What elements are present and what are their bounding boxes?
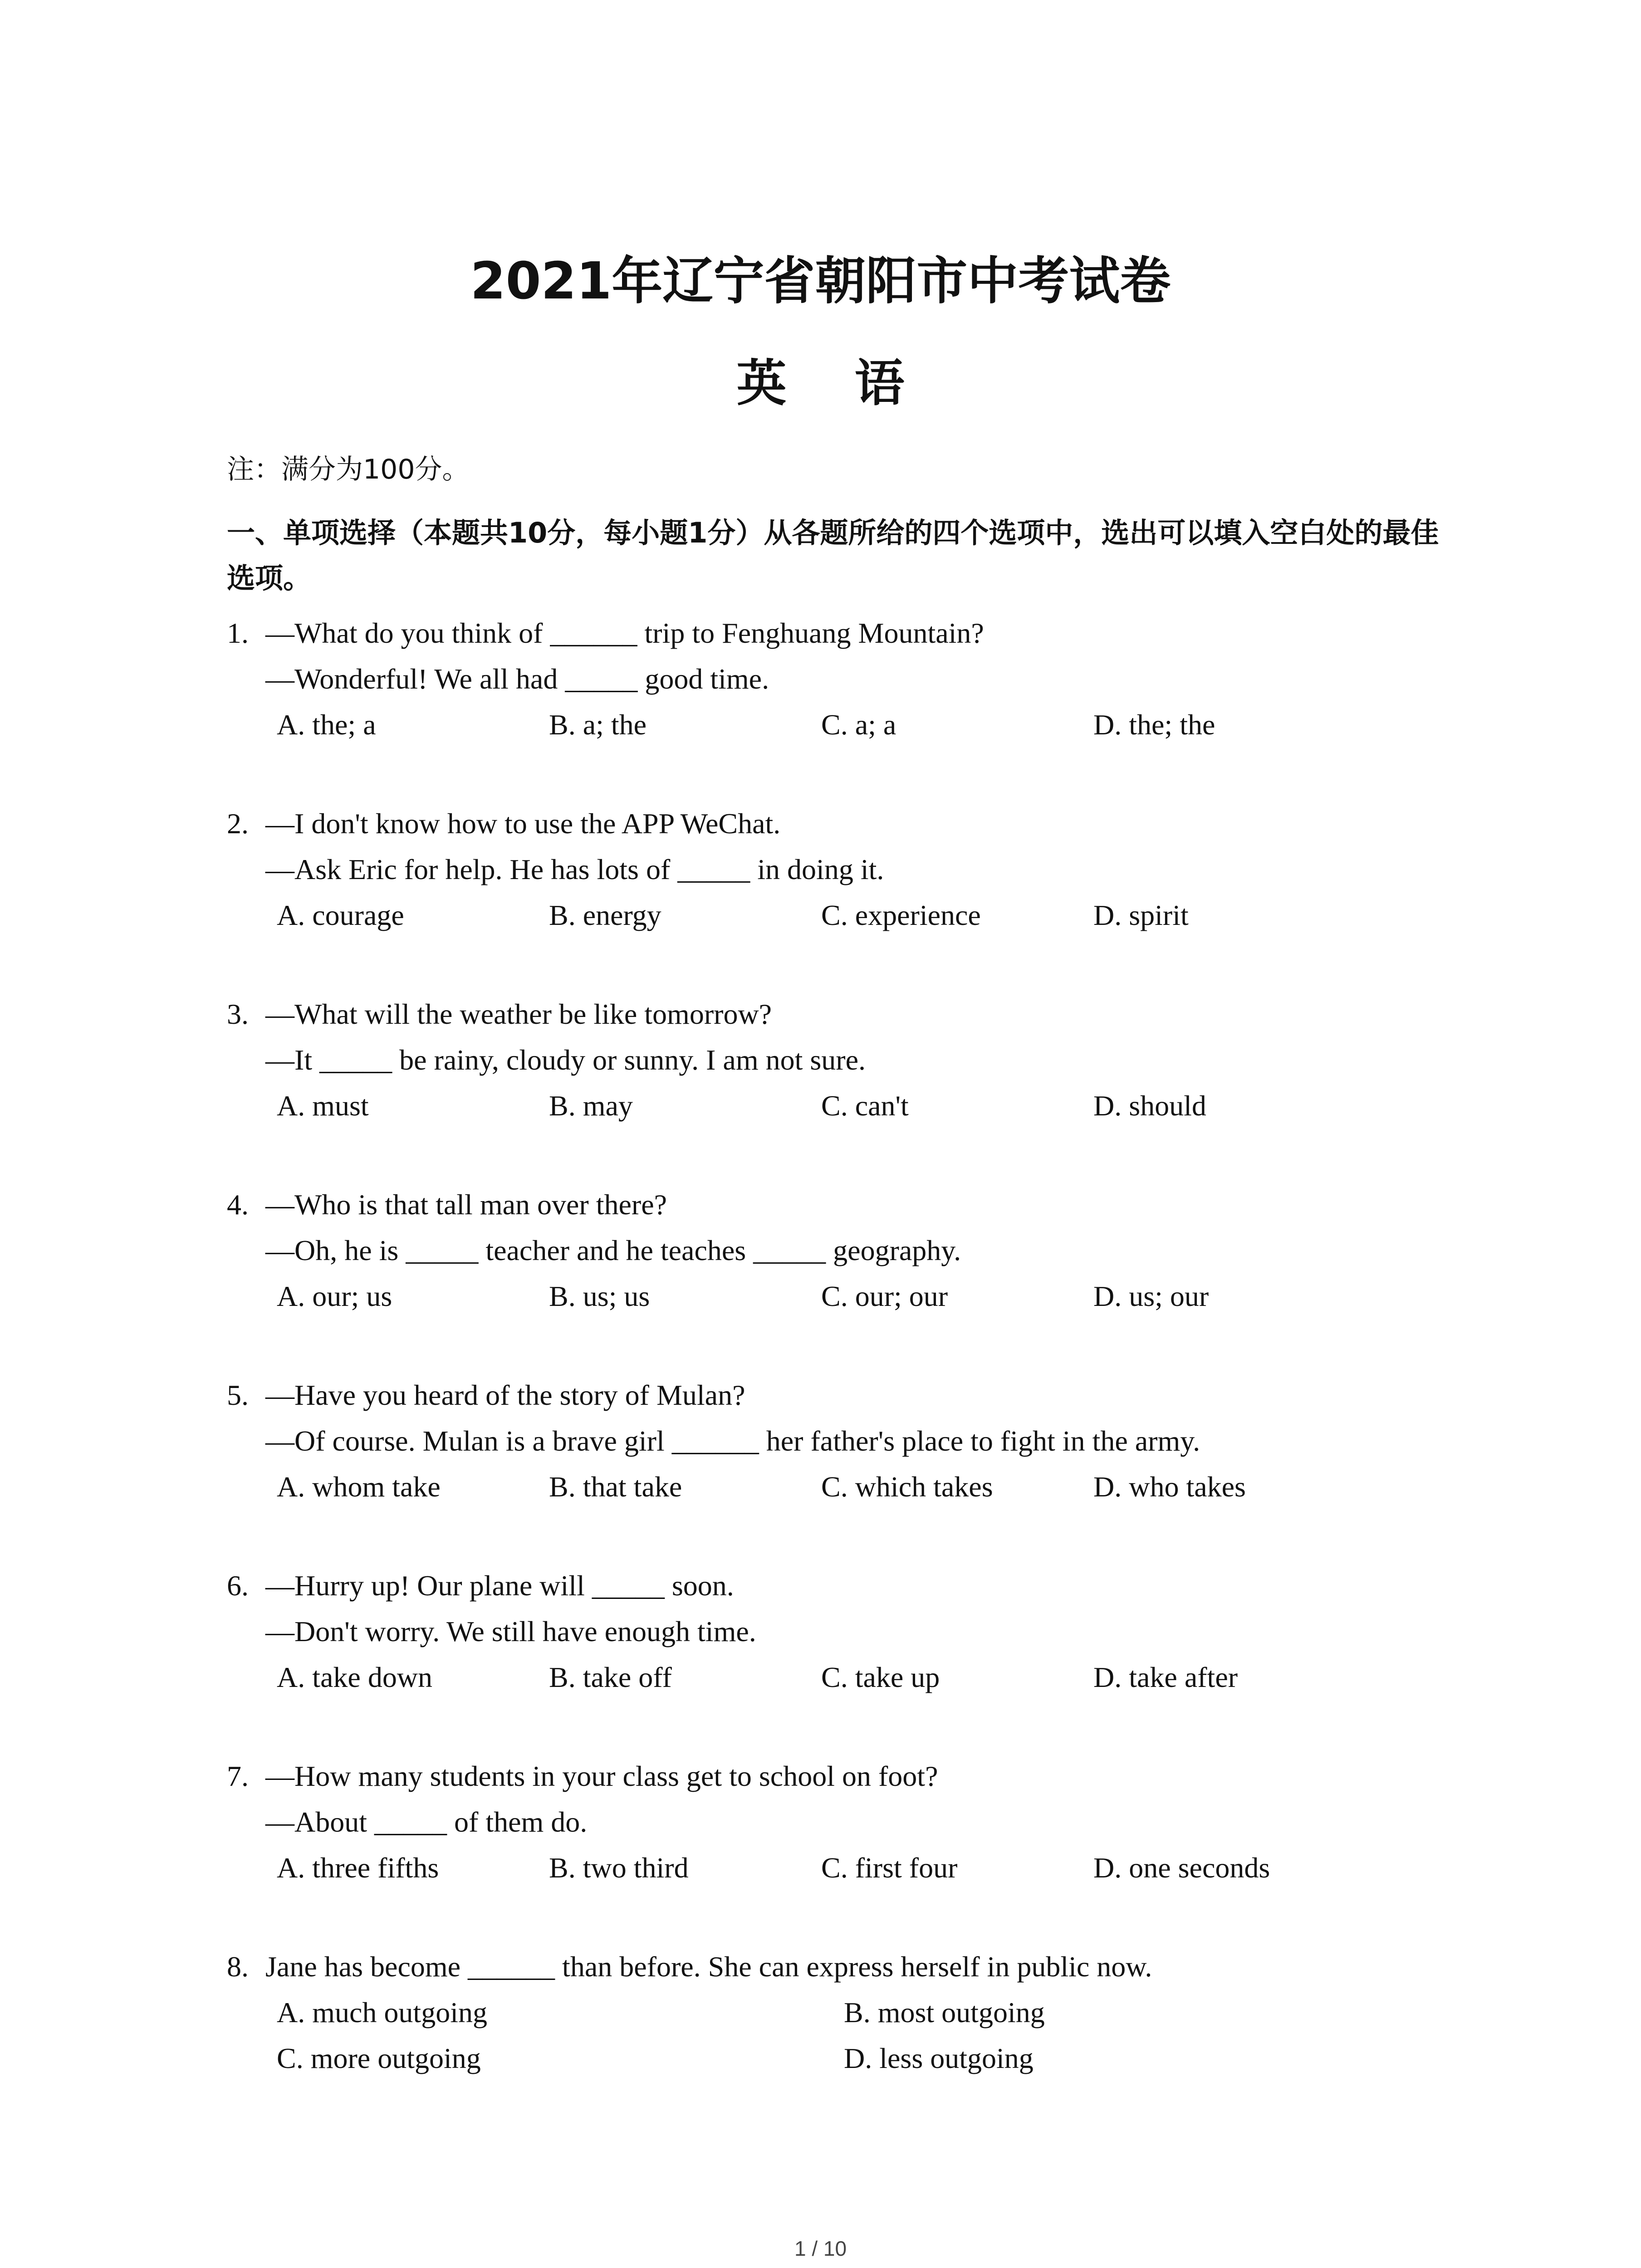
option-a: A. our; us [277, 1280, 392, 1312]
question-line: —Don't worry. We still have enough time. [265, 1615, 756, 1647]
option-b: B. take off [549, 1661, 672, 1693]
option-b: B. that take [549, 1471, 682, 1503]
option-c: C. more outgoing [277, 2042, 481, 2074]
option-a: A. whom take [277, 1471, 441, 1503]
question-number: 8. [227, 1950, 249, 1983]
option-d: D. take after [1093, 1661, 1238, 1693]
option-d: D. less outgoing [844, 2042, 1034, 2074]
option-b: B. most outgoing [844, 1996, 1045, 2028]
question-number: 3. [227, 998, 249, 1030]
option-b: B. energy [549, 899, 661, 931]
option-c: C. our; our [821, 1280, 948, 1312]
question-2 [227, 801, 1452, 991]
options-row [227, 1464, 1452, 1510]
question-line: —What do you think of ______ trip to Fenghuang Mountain? [265, 617, 984, 649]
question-6 [227, 1563, 1452, 1753]
option-b: B. may [549, 1090, 633, 1122]
option-d: D. should [1093, 1090, 1206, 1122]
option-d: D. who takes [1093, 1471, 1246, 1503]
option-a: A. three fifths [277, 1852, 439, 1884]
exam-title: 2021年辽宁省朝阳市中考试卷 [470, 252, 1171, 311]
question-4 [227, 1182, 1452, 1372]
question-line: —Hurry up! Our plane will _____ soon. [265, 1569, 734, 1602]
option-c: C. take up [821, 1661, 940, 1693]
question-line: —I don't know how to use the APP WeChat. [265, 807, 781, 840]
option-a: A. must [277, 1090, 369, 1122]
option-c: C. can't [821, 1090, 909, 1122]
question-line: —Of course. Mulan is a brave girl ______ her father's place to fight in the army. [265, 1425, 1200, 1457]
option-a: A. much outgoing [277, 1996, 487, 2028]
question-5 [227, 1372, 1452, 1563]
option-d: D. one seconds [1093, 1852, 1270, 1884]
option-a: A. courage [277, 899, 404, 931]
section-heading: 一、单项选择（本题共10分，每小题1分）从各题所给的四个选项中，选出可以填入空白处的最佳选项。 [227, 516, 1439, 595]
option-a: A. the; a [277, 709, 376, 741]
option-b: B. two third [549, 1852, 689, 1884]
options-row [227, 1273, 1452, 1319]
options-row [227, 1083, 1452, 1129]
option-d: D. spirit [1093, 899, 1189, 931]
option-b: B. us; us [549, 1280, 650, 1312]
question-number: 5. [227, 1379, 249, 1411]
question-line: —What will the weather be like tomorrow? [265, 998, 772, 1030]
option-b: B. a; the [549, 709, 647, 741]
question-line: —Oh, he is _____ teacher and he teaches _____ geography. [265, 1234, 961, 1266]
question-line: —About _____ of them do. [265, 1806, 588, 1838]
question-line: Jane has become ______ than before. She can express herself in public now. [265, 1950, 1152, 1983]
question-line: —Have you heard of the story of Mulan? [265, 1379, 745, 1411]
question-line: —Ask Eric for help. He has lots of _____ in doing it. [265, 853, 884, 885]
question-8 [227, 1944, 1452, 2089]
options-row [227, 1845, 1452, 1891]
option-c: C. experience [821, 899, 981, 931]
subject-title: 英语 [736, 354, 973, 412]
option-c: C. first four [821, 1852, 958, 1884]
option-c: C. a; a [821, 709, 896, 741]
question-number: 6. [227, 1569, 249, 1602]
question-line: —It _____ be rainy, cloudy or sunny. I am not sure. [265, 1044, 866, 1076]
question-line: —How many students in your class get to school on foot? [265, 1760, 938, 1792]
question-1 [227, 610, 1452, 801]
option-a: A. take down [277, 1661, 433, 1693]
options-row [227, 1654, 1452, 1700]
question-line: —Who is that tall man over there? [265, 1188, 667, 1221]
question-7 [227, 1753, 1452, 1944]
options-row [227, 1989, 1452, 2035]
options-row [227, 2035, 1452, 2081]
option-d: D. the; the [1093, 709, 1215, 741]
options-row [227, 892, 1452, 938]
score-note: 注：满分为100分。 [227, 454, 470, 485]
question-number: 7. [227, 1760, 249, 1792]
question-number: 1. [227, 617, 249, 649]
page-indicator: 1 / 10 [794, 2237, 847, 2260]
options-row [227, 702, 1452, 748]
option-d: D. us; our [1093, 1280, 1209, 1312]
question-number: 2. [227, 807, 249, 840]
question-3 [227, 991, 1452, 1182]
option-c: C. which takes [821, 1471, 993, 1503]
question-list [227, 610, 1452, 2089]
question-line: —Wonderful! We all had _____ good time. [265, 663, 769, 695]
question-number: 4. [227, 1188, 249, 1221]
